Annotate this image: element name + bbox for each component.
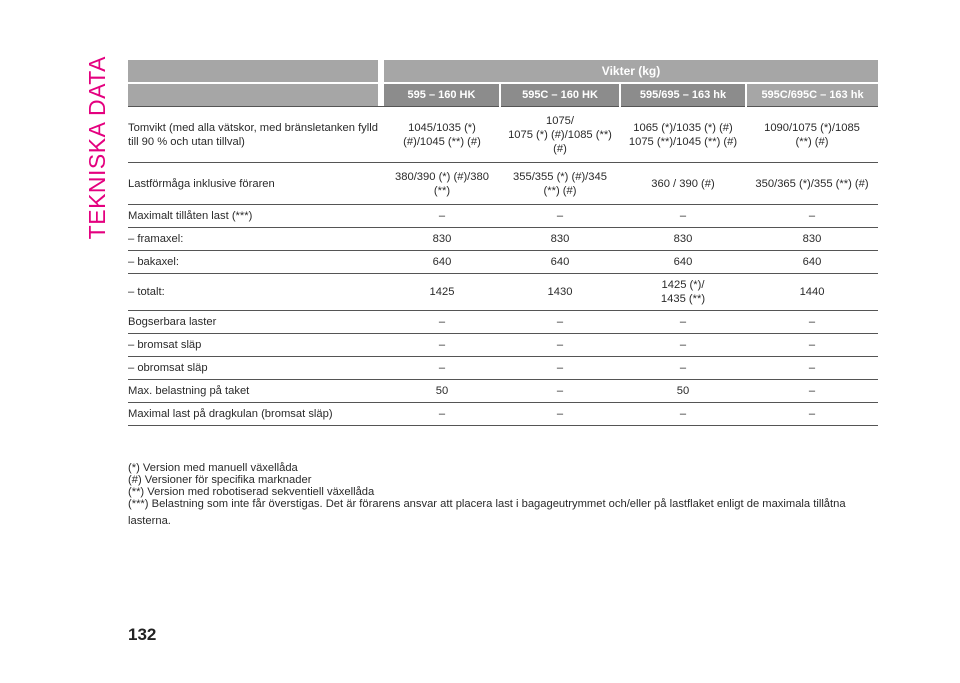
row-value: 355/355 (*) (#)/345 (**) (#) [500, 163, 620, 205]
table-row [128, 311, 878, 334]
header-blank-cell [128, 60, 378, 83]
table-body [128, 107, 878, 426]
row-value: – [620, 205, 746, 228]
row-label: Tomvikt (med alla vätskor, med bränsletanken fylld till 90 % och utan tillval) [128, 107, 384, 163]
row-value: 360 / 390 (#) [620, 163, 746, 205]
row-value: 1090/1075 (*)/1085 (**) (#) [746, 107, 878, 163]
row-value: 380/390 (*) (#)/380 (**) [384, 163, 500, 205]
row-value: – [746, 357, 878, 380]
row-value: 1425 (*)/ 1435 (**) [620, 274, 746, 311]
row-value: 830 [746, 228, 878, 251]
row-value: – [500, 311, 620, 334]
section-title-text: TEKNISKA DATA [83, 56, 110, 240]
row-label: Bogserbara laster [128, 311, 384, 334]
table-row [128, 380, 878, 403]
row-value: – [500, 380, 620, 403]
row-value: 640 [500, 251, 620, 274]
column-header: 595 – 160 HK [384, 83, 500, 107]
weights-table [128, 60, 878, 426]
row-label: Maximal last på dragkulan (bromsat släp) [128, 403, 384, 426]
row-value: – [620, 311, 746, 334]
row-value: – [384, 205, 500, 228]
footnote: (**) Version med robotiserad sekventiell växellåda [128, 486, 375, 498]
table-row [128, 205, 878, 228]
row-value: – [500, 357, 620, 380]
row-value: – [746, 403, 878, 426]
footnote: (#) Versioner för specifika marknader [128, 474, 312, 486]
row-value: 640 [620, 251, 746, 274]
row-value: – [746, 205, 878, 228]
table-row [128, 357, 878, 380]
row-value: 1075/ 1075 (*) (#)/1085 (**) (#) [500, 107, 620, 163]
row-value: – [746, 311, 878, 334]
row-label: Maximalt tillåten last (***) [128, 205, 384, 228]
row-value: 640 [746, 251, 878, 274]
column-header: 595C/695C – 163 hk [746, 83, 878, 107]
row-value: – [620, 403, 746, 426]
table-row [128, 274, 878, 311]
table-row [128, 107, 878, 163]
column-header-blank [128, 83, 378, 107]
group-header: Vikter (kg) [384, 60, 878, 83]
table-row [128, 251, 878, 274]
row-label: Max. belastning på taket [128, 380, 384, 403]
row-label: – bakaxel: [128, 251, 384, 274]
row-value: – [384, 357, 500, 380]
footnotes [128, 462, 878, 530]
row-value: 640 [384, 251, 500, 274]
row-value: – [500, 403, 620, 426]
row-value: 830 [620, 228, 746, 251]
section-title [74, 56, 120, 240]
row-value: – [384, 334, 500, 357]
footnote: (***) Belastning som inte får överstigas. Det är förarens ansvar att placera last i bagageutrymmet och/eller på lastflaket enligt de maximala tillåtna lasterna. [128, 498, 846, 527]
row-label: – obromsat släp [128, 357, 384, 380]
row-value: 50 [384, 380, 500, 403]
column-header: 595/695 – 163 hk [620, 83, 746, 107]
table-row [128, 403, 878, 426]
row-value: – [746, 334, 878, 357]
row-value: – [500, 205, 620, 228]
row-value: 350/365 (*)/355 (**) (#) [746, 163, 878, 205]
row-value: 1045/1035 (*) (#)/1045 (**) (#) [384, 107, 500, 163]
row-value: 1440 [746, 274, 878, 311]
row-value: 1425 [384, 274, 500, 311]
header-group-row [128, 60, 878, 83]
row-value: 1430 [500, 274, 620, 311]
page-number: 132 [128, 625, 157, 644]
row-value: – [384, 403, 500, 426]
row-label: Lastförmåga inklusive föraren [128, 163, 384, 205]
row-label: – bromsat släp [128, 334, 384, 357]
row-value: – [384, 311, 500, 334]
row-value: – [746, 380, 878, 403]
table-row [128, 228, 878, 251]
row-value: – [500, 334, 620, 357]
table-row [128, 163, 878, 205]
footnote: (*) Version med manuell växellåda [128, 462, 298, 474]
header-column-row [128, 83, 878, 107]
row-value: – [620, 357, 746, 380]
row-value: 830 [500, 228, 620, 251]
column-header: 595C – 160 HK [500, 83, 620, 107]
row-label: – totalt: [128, 274, 384, 311]
table-row [128, 334, 878, 357]
row-value: – [620, 334, 746, 357]
row-label: – framaxel: [128, 228, 384, 251]
row-value: 1065 (*)/1035 (*) (#) 1075 (**)/1045 (**) (#) [620, 107, 746, 163]
row-value: 50 [620, 380, 746, 403]
row-value: 830 [384, 228, 500, 251]
